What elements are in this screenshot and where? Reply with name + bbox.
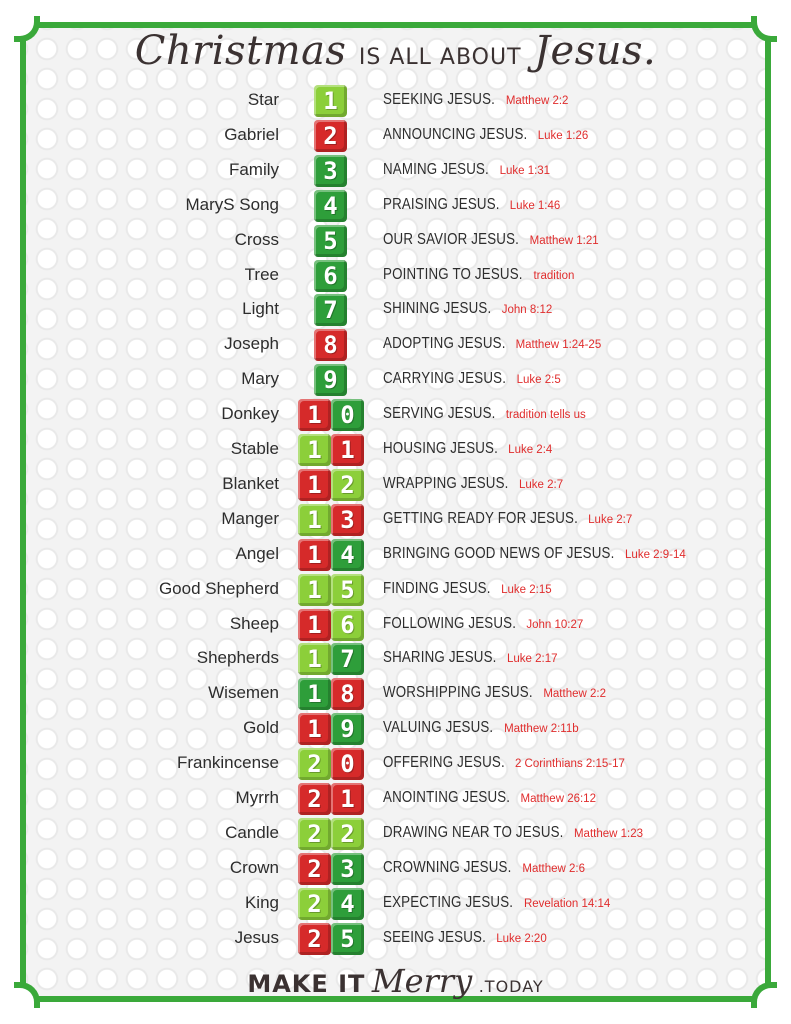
item-name: King xyxy=(244,892,279,912)
item-description xyxy=(383,719,579,737)
number-blocks xyxy=(314,155,347,187)
number-block: 0 xyxy=(331,748,364,780)
item-name: Shepherds xyxy=(196,648,279,668)
item-phrase: ADOPTING JESUS. xyxy=(383,335,506,353)
item-name: Gold xyxy=(243,718,279,738)
list-item xyxy=(0,782,791,816)
number-block: 7 xyxy=(314,294,347,326)
number-block: 9 xyxy=(331,713,364,745)
number-block: 1 xyxy=(331,783,364,815)
number-block: 1 xyxy=(298,678,331,710)
item-name: Tree xyxy=(244,264,279,284)
number-block: 8 xyxy=(314,329,347,361)
item-description xyxy=(383,859,585,877)
number-block: 2 xyxy=(331,469,364,501)
number-blocks xyxy=(298,748,364,780)
list-item xyxy=(0,677,791,711)
number-blocks xyxy=(314,190,347,222)
item-description xyxy=(383,894,610,912)
number-blocks xyxy=(298,818,364,850)
item-phrase: WRAPPING JESUS. xyxy=(383,474,509,492)
item-name: Candle xyxy=(225,822,279,842)
list-item xyxy=(0,84,791,118)
number-block: 7 xyxy=(331,643,364,675)
item-phrase: VALUING JESUS. xyxy=(383,719,494,737)
title-middle: IS ALL ABOUT xyxy=(358,45,522,70)
item-reference: Luke 2:4 xyxy=(508,444,553,456)
item-name: Cross xyxy=(234,229,279,249)
list-item xyxy=(0,608,791,642)
number-blocks xyxy=(298,678,364,710)
item-reference: John 8:12 xyxy=(501,304,553,317)
list-item xyxy=(0,712,791,746)
item-name: Blanket xyxy=(222,473,279,493)
list-item xyxy=(0,363,791,397)
title-christmas: Christmas xyxy=(134,28,347,74)
item-description xyxy=(383,440,552,458)
item-description xyxy=(383,231,599,249)
item-description xyxy=(383,475,563,493)
item-name: Manger xyxy=(221,508,279,528)
item-reference: Matthew 1:24-25 xyxy=(515,339,602,352)
number-blocks xyxy=(298,574,364,606)
item-phrase: BRINGING GOOD NEWS OF JESUS. xyxy=(383,544,615,562)
number-block: 1 xyxy=(331,434,364,466)
item-phrase: OFFERING JESUS. xyxy=(383,754,505,772)
item-description xyxy=(383,405,586,423)
item-description xyxy=(383,754,625,772)
number-block: 2 xyxy=(331,818,364,850)
list-item xyxy=(0,887,791,921)
item-name: Donkey xyxy=(221,404,279,424)
number-block: 1 xyxy=(298,574,331,606)
number-block: 1 xyxy=(298,643,331,675)
item-reference: Matthew 1:21 xyxy=(529,234,599,247)
number-block: 1 xyxy=(298,434,331,466)
number-blocks xyxy=(314,329,347,361)
list-item xyxy=(0,189,791,223)
item-name: Jesus xyxy=(234,927,279,947)
number-blocks xyxy=(314,294,347,326)
item-description xyxy=(383,370,561,388)
item-description xyxy=(383,126,588,144)
number-block: 5 xyxy=(331,923,364,955)
item-reference: Matthew 2:6 xyxy=(522,862,586,875)
item-description xyxy=(383,266,574,284)
number-blocks xyxy=(298,713,364,745)
item-reference: 2 Corinthians 2:15-17 xyxy=(514,758,625,771)
item-name: Mary xyxy=(241,369,279,389)
number-block: 4 xyxy=(331,539,364,571)
list-item xyxy=(0,328,791,362)
item-name: Angel xyxy=(235,543,279,563)
item-reference: Luke 1:31 xyxy=(499,164,551,177)
number-block: 1 xyxy=(298,504,331,536)
number-blocks xyxy=(314,260,347,292)
number-block: 8 xyxy=(331,678,364,710)
item-phrase: OUR SAVIOR JESUS. xyxy=(383,230,520,248)
item-phrase: SERVING JESUS. xyxy=(383,405,496,423)
number-block: 4 xyxy=(314,190,347,222)
number-block: 2 xyxy=(298,783,331,815)
footer-make-it: MAKE IT xyxy=(247,970,366,998)
number-block: 1 xyxy=(298,469,331,501)
list-item xyxy=(0,747,791,781)
number-blocks xyxy=(298,504,364,536)
item-reference: Matthew 1:23 xyxy=(573,827,644,840)
item-name: MaryS Song xyxy=(185,194,279,214)
item-phrase: NAMING JESUS. xyxy=(383,160,489,178)
number-block: 3 xyxy=(314,155,347,187)
page-title xyxy=(0,28,791,74)
list-item xyxy=(0,293,791,327)
item-phrase: WORSHIPPING JESUS. xyxy=(383,684,533,702)
item-description xyxy=(383,615,583,633)
number-blocks xyxy=(298,609,364,641)
item-name: Stable xyxy=(230,439,279,458)
item-name: Good Shepherd xyxy=(158,578,279,598)
list-item xyxy=(0,398,791,432)
number-blocks xyxy=(298,923,364,955)
item-phrase: ANNOUNCING JESUS. xyxy=(383,125,528,143)
item-name: Crown xyxy=(229,857,279,877)
item-phrase: PRAISING JESUS. xyxy=(383,195,500,213)
list-item xyxy=(0,119,791,153)
number-block: 2 xyxy=(298,818,331,850)
footer-merry: Merry xyxy=(371,962,473,1000)
item-description xyxy=(383,684,606,702)
item-name: Joseph xyxy=(224,334,279,354)
number-block: 5 xyxy=(314,225,347,257)
item-description xyxy=(383,300,552,318)
number-block: 9 xyxy=(314,364,347,396)
item-description xyxy=(383,824,643,842)
list-item xyxy=(0,224,791,258)
title-jesus: Jesus. xyxy=(533,28,657,74)
list-item xyxy=(0,468,791,502)
item-description xyxy=(383,789,596,807)
list-item xyxy=(0,642,791,676)
number-block: 1 xyxy=(298,713,331,745)
item-description xyxy=(383,545,686,563)
item-reference: Matthew 26:12 xyxy=(520,793,596,805)
number-block: 6 xyxy=(331,609,364,641)
item-name: Wisemen xyxy=(208,683,279,703)
number-block: 2 xyxy=(314,120,347,152)
number-block: 1 xyxy=(314,85,347,117)
number-block: 2 xyxy=(298,748,331,780)
item-phrase: EXPECTING JESUS. xyxy=(383,893,514,911)
number-blocks xyxy=(298,469,364,501)
list-item xyxy=(0,538,791,572)
item-name: Star xyxy=(247,90,279,109)
item-phrase: DRAWING NEAR TO JESUS. xyxy=(383,823,564,841)
item-phrase: ANOINTING JESUS. xyxy=(383,789,511,806)
item-phrase: GETTING READY FOR JESUS. xyxy=(383,509,578,527)
item-description xyxy=(383,335,601,353)
item-name: Gabriel xyxy=(224,124,279,144)
item-name: Sheep xyxy=(229,613,279,633)
number-blocks xyxy=(298,643,364,675)
item-phrase: CARRYING JESUS. xyxy=(383,370,507,388)
list-item xyxy=(0,922,791,956)
item-reference: Matthew 2:2 xyxy=(543,688,606,701)
number-block: 3 xyxy=(331,504,364,536)
list-item xyxy=(0,154,791,188)
number-block: 6 xyxy=(314,260,347,292)
number-block: 1 xyxy=(298,609,331,641)
footer-today: .TODAY xyxy=(478,977,544,996)
item-phrase: SHINING JESUS. xyxy=(383,300,492,318)
item-phrase: SHARING JESUS. xyxy=(383,649,497,667)
item-reference: Revelation 14:14 xyxy=(523,897,611,910)
item-phrase: POINTING TO JESUS. xyxy=(383,265,523,283)
item-name: Frankincense xyxy=(176,753,279,773)
number-blocks xyxy=(298,399,364,431)
item-reference: Luke 2:9-14 xyxy=(625,548,686,561)
item-name: Family xyxy=(228,159,279,179)
item-reference: tradition xyxy=(533,269,575,282)
number-block: 2 xyxy=(298,923,331,955)
item-reference: Luke 1:46 xyxy=(509,199,561,212)
number-blocks xyxy=(298,783,364,815)
item-phrase: SEEKING JESUS. xyxy=(383,91,496,108)
list-item xyxy=(0,852,791,886)
number-blocks xyxy=(314,364,347,396)
number-block: 2 xyxy=(298,853,331,885)
item-description xyxy=(383,161,550,179)
number-block: 2 xyxy=(298,888,331,920)
item-phrase: CROWNING JESUS. xyxy=(383,858,512,876)
item-reference: Luke 2:7 xyxy=(518,478,564,491)
number-blocks xyxy=(298,888,364,920)
list-item xyxy=(0,433,791,467)
number-blocks xyxy=(298,853,364,885)
item-name: Myrrh xyxy=(235,788,279,807)
number-block: 4 xyxy=(331,888,364,920)
list-item xyxy=(0,259,791,293)
item-description xyxy=(383,929,547,947)
footer-brand xyxy=(0,962,791,1000)
list-item xyxy=(0,817,791,851)
item-reference: Luke 2:15 xyxy=(501,583,552,596)
number-blocks xyxy=(314,85,347,117)
list-item xyxy=(0,503,791,537)
number-block: 0 xyxy=(331,399,364,431)
number-block: 5 xyxy=(331,574,364,606)
item-reference: Matthew 2:2 xyxy=(505,95,569,107)
item-reference: Luke 2:20 xyxy=(496,932,547,945)
number-blocks xyxy=(298,539,364,571)
item-reference: Luke 1:26 xyxy=(537,129,589,142)
item-phrase: FOLLOWING JESUS. xyxy=(383,614,517,632)
number-block: 1 xyxy=(298,539,331,571)
item-reference: Luke 2:7 xyxy=(588,513,633,526)
number-blocks xyxy=(314,225,347,257)
item-reference: Matthew 2:11b xyxy=(504,723,579,736)
number-block: 3 xyxy=(331,853,364,885)
number-blocks xyxy=(314,120,347,152)
item-description xyxy=(383,196,560,214)
item-phrase: HOUSING JESUS. xyxy=(383,440,498,457)
item-reference: Luke 2:17 xyxy=(506,653,558,666)
item-phrase: FINDING JESUS. xyxy=(383,579,491,597)
number-blocks xyxy=(298,434,364,466)
item-description xyxy=(383,91,568,109)
item-reference: Luke 2:5 xyxy=(516,374,561,387)
item-description xyxy=(383,649,558,667)
list-item xyxy=(0,573,791,607)
item-phrase: SEEING JESUS. xyxy=(383,928,486,946)
item-reference: John 10:27 xyxy=(526,618,584,631)
item-description xyxy=(383,510,632,528)
item-description xyxy=(383,580,552,598)
item-name: Light xyxy=(242,299,279,319)
item-reference: tradition tells us xyxy=(505,409,586,422)
number-block: 1 xyxy=(298,399,331,431)
